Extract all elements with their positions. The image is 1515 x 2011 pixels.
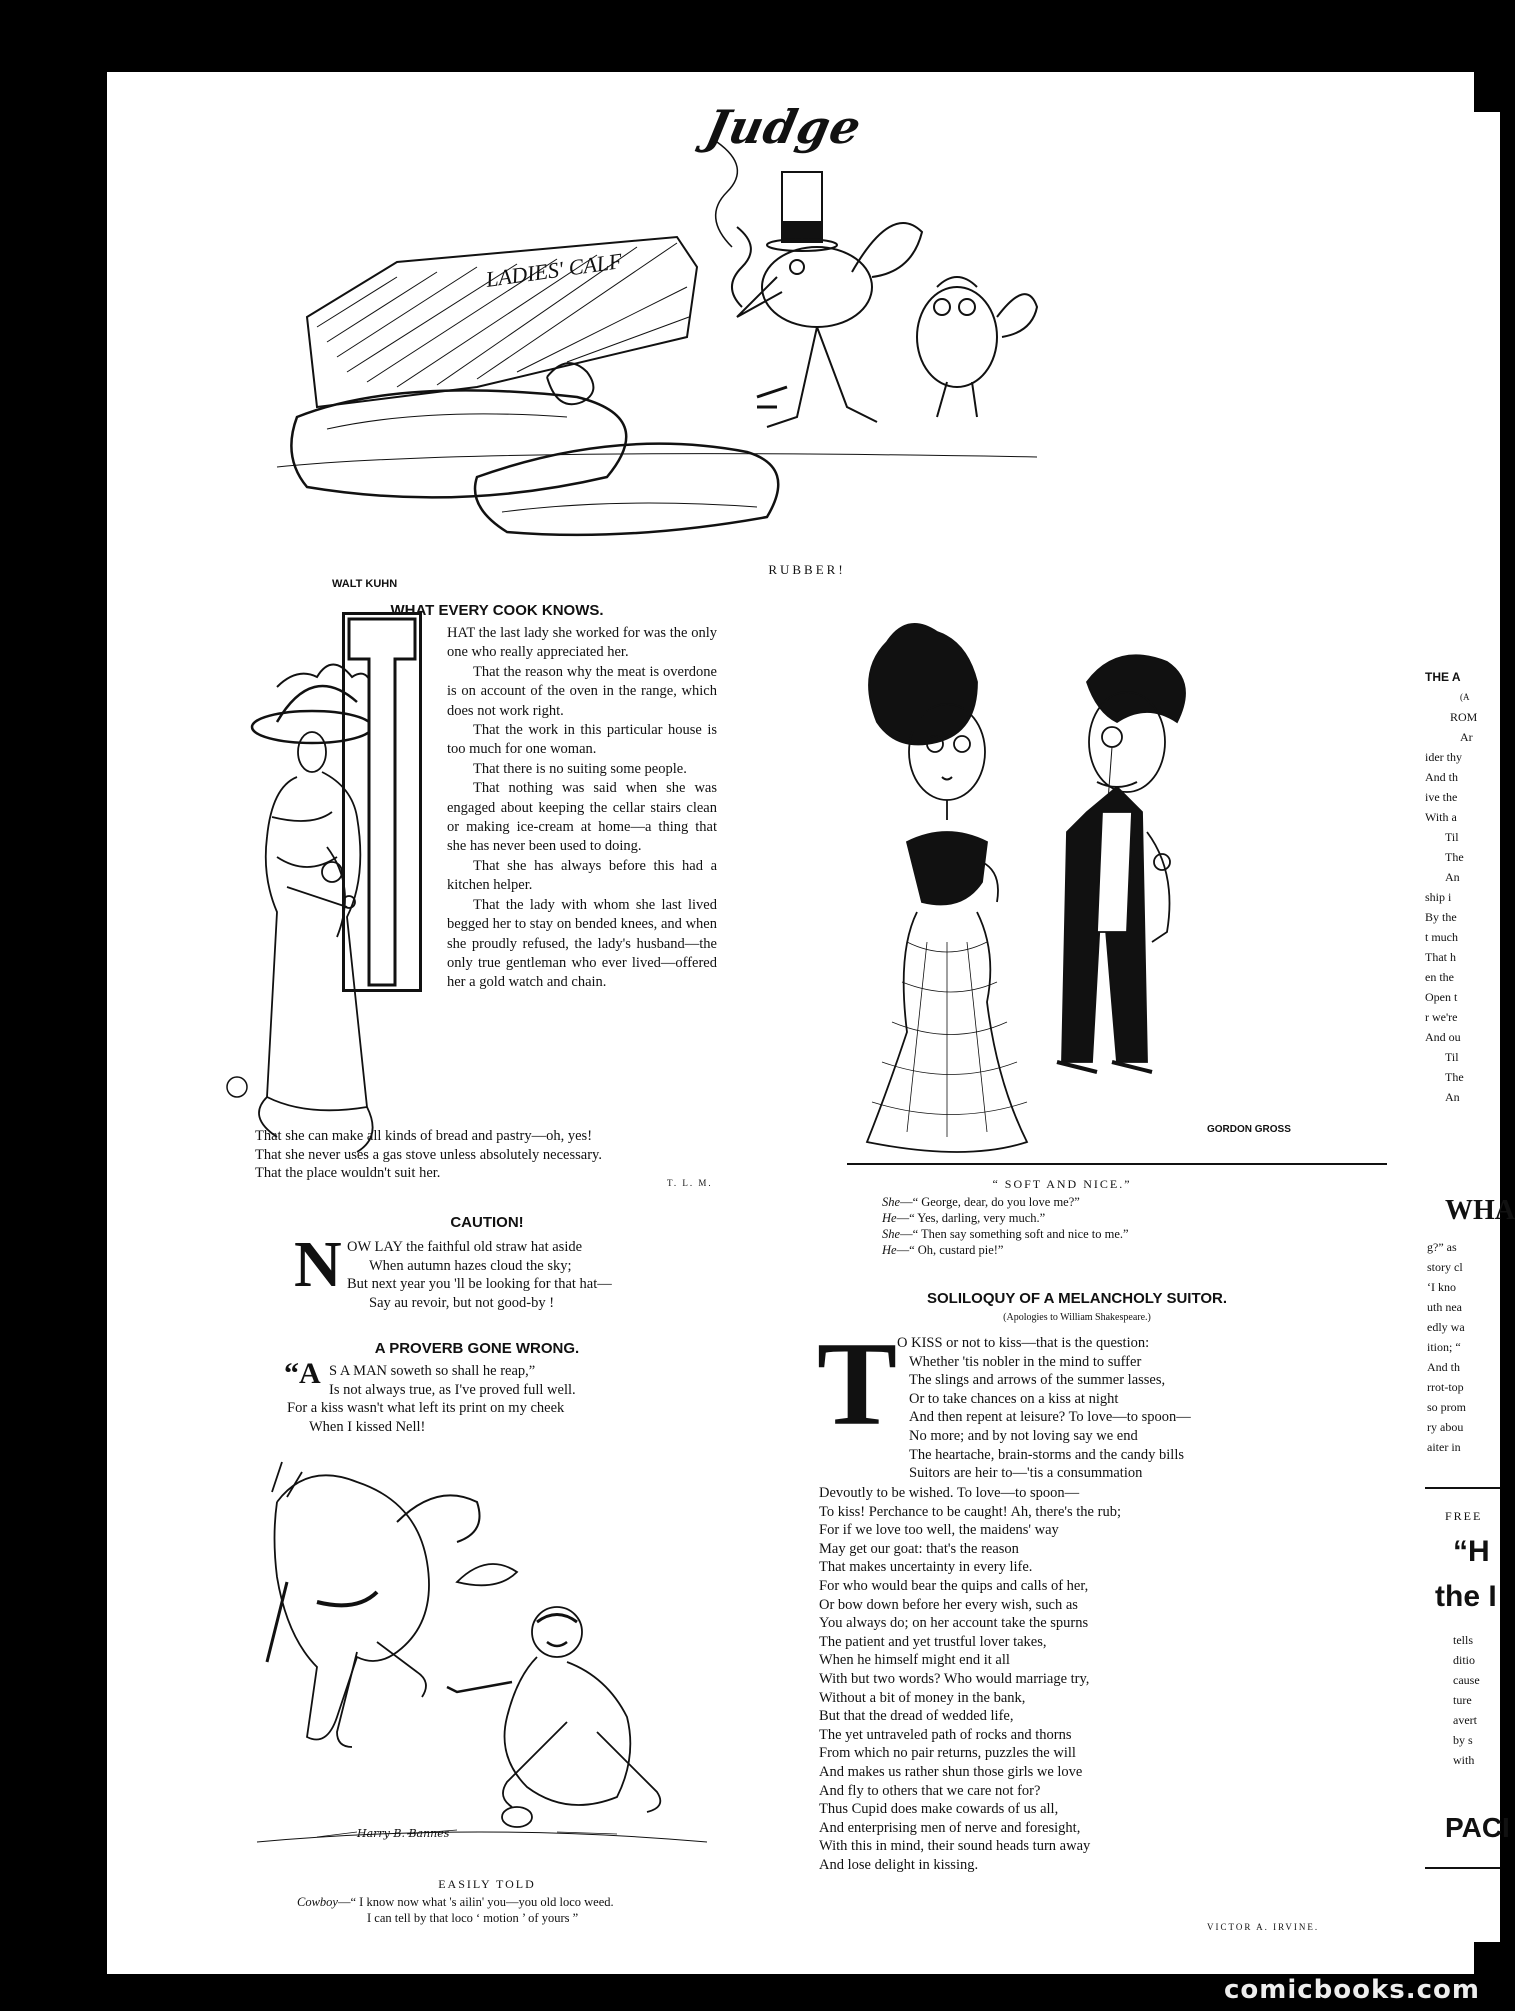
edge-big-2: the I xyxy=(1435,1580,1497,1613)
edge-line: ider thy xyxy=(1425,750,1462,764)
edge-line: By the xyxy=(1425,910,1457,924)
edge-line: And th xyxy=(1425,770,1458,784)
cook-paragraph: That nothing was said when she was engaged about keeping the cellar stairs clean or making ice-cream at home—a thing that she has never been used to doing. xyxy=(447,780,717,855)
proverb-dropcap: “A xyxy=(284,1357,321,1390)
next-page-mid-text xyxy=(1427,1237,1466,1457)
soliloquy-line: When he himself might end it all xyxy=(819,1652,1010,1669)
soliloquy-line: But that the dread of wedded life, xyxy=(819,1708,1014,1725)
caution-line: When autumn hazes cloud the sky; xyxy=(369,1257,572,1274)
edge-line: so prom xyxy=(1427,1400,1466,1414)
easily-told-illustration xyxy=(257,1462,707,1862)
soliloquy-line: With this in mind, their sound heads turn away xyxy=(819,1838,1091,1855)
edge-line: ture xyxy=(1453,1693,1472,1707)
cook-paragraph: That the reason why the meat is overdone is on account of the oven in the range, which does not work right. xyxy=(447,663,717,719)
soliloquy-line: For who would bear the quips and calls of her, xyxy=(819,1577,1089,1594)
edge-line: The xyxy=(1445,1070,1464,1084)
edge-line: An xyxy=(1445,870,1460,884)
soft-nice-caption: “ SOFT AND NICE.” xyxy=(992,1177,1132,1191)
proverb-line: When I kissed Nell! xyxy=(309,1418,426,1435)
soliloquy-line: The patient and yet trustful lover takes, xyxy=(819,1633,1047,1650)
cook-closing-line: That she never uses a gas stove unless absolutely necessary. xyxy=(255,1146,602,1163)
edge-line: And th xyxy=(1427,1360,1460,1374)
soliloquy-line: From which no pair returns, puzzles the will xyxy=(819,1745,1076,1762)
edge-line: with xyxy=(1453,1753,1475,1767)
watermark: comicbooks.com xyxy=(1223,1975,1480,2005)
edge-line: ‘I kno xyxy=(1427,1280,1456,1294)
easily-told-caption: EASILY TOLD xyxy=(438,1877,536,1891)
edge-free: FREE xyxy=(1445,1509,1483,1523)
soliloquy-line: O KISS or not to kiss—that is the question: xyxy=(897,1335,1150,1351)
soliloquy-line: Suitors are heir to—'tis a consummation xyxy=(909,1465,1143,1482)
easily-told-line: —“ I know now what 's ailin' you—you old loco weed. xyxy=(337,1895,614,1909)
edge-line: g?” as xyxy=(1427,1240,1457,1254)
soliloquy-line: No more; and by not loving say we end xyxy=(909,1427,1138,1444)
soft-nice-speaker: She xyxy=(882,1195,901,1209)
cook-paragraph: That there is no suiting some people. xyxy=(473,760,687,777)
edge-line: tells xyxy=(1453,1633,1473,1647)
masthead-title: Judge xyxy=(701,100,867,154)
proverb-title: A PROVERB GONE WRONG. xyxy=(374,1340,580,1357)
soliloquy-line: And enterprising men of nerve and foresight, xyxy=(819,1819,1081,1836)
cook-dropcap-frame xyxy=(342,612,422,992)
box-label: LADIES' CALF xyxy=(484,248,624,292)
caution-dropcap: N xyxy=(294,1228,342,1301)
edge-line: story cl xyxy=(1427,1260,1463,1274)
edge-line: edly wa xyxy=(1427,1320,1465,1334)
easily-told-speaker: Cowboy xyxy=(297,1895,338,1909)
soft-nice-line: —“ George, dear, do you love me?” xyxy=(900,1195,1080,1209)
edge-line: by s xyxy=(1453,1733,1473,1747)
soliloquy-dropcap: T xyxy=(817,1317,898,1450)
caution-line: Say au revoir, but not good-by ! xyxy=(369,1294,555,1311)
edge-line: The xyxy=(1445,850,1464,864)
cook-dropcap-glyph xyxy=(345,615,419,989)
edge-pac: PACI xyxy=(1445,1812,1510,1843)
edge-line: THE A xyxy=(1425,670,1461,684)
edge-big-1: “H xyxy=(1453,1535,1490,1568)
edge-line: rrot-top xyxy=(1427,1380,1464,1394)
magazine-page xyxy=(107,72,1474,1974)
cartoon-signature: WALT KUHN xyxy=(332,578,398,590)
soliloquy-body xyxy=(819,1484,1121,1874)
edge-line: uth nea xyxy=(1427,1300,1462,1314)
soliloquy-line: And then repent at leisure? To love—to spoon— xyxy=(909,1409,1191,1426)
soft-nice-dialog xyxy=(882,1194,1129,1258)
edge-line: And ou xyxy=(1425,1030,1461,1044)
caution-line: But next year you 'll be looking for that hat— xyxy=(347,1276,612,1293)
soft-nice-speaker: She xyxy=(882,1227,901,1241)
edge-line: ROM xyxy=(1450,710,1478,724)
soft-nice-signature: GORDON GROSS xyxy=(1207,1124,1291,1135)
soliloquy-line: And fly to others that we care not for? xyxy=(819,1782,1041,1799)
cook-signature: T. L. M. xyxy=(667,1178,713,1188)
soliloquy-line: For if we love too well, the maidens' way xyxy=(819,1522,1059,1539)
soliloquy-line: And lose delight in kissing. xyxy=(819,1856,979,1873)
edge-line: ditio xyxy=(1453,1653,1476,1667)
cook-closing-line: That the place wouldn't suit her. xyxy=(255,1165,441,1182)
cook-closing xyxy=(255,1127,725,1183)
cook-first-paragraph: HAT the last lady she worked for was the only one who really appreciated her. xyxy=(447,625,717,661)
edge-line: ive the xyxy=(1425,790,1458,804)
easily-told-line: I can tell by that loco ‘ motion ’ of yours ” xyxy=(367,1911,579,1925)
edge-line: avert xyxy=(1453,1713,1477,1727)
soliloquy-line: Without a bit of money in the bank, xyxy=(819,1689,1026,1706)
soliloquy-line: You always do; on her account take the spurns xyxy=(819,1615,1089,1632)
soft-nice-line: —“ Oh, custard pie!” xyxy=(896,1243,1004,1257)
soliloquy-line: With but two words? Who would marriage try, xyxy=(819,1670,1090,1687)
edge-line: (A xyxy=(1460,692,1470,702)
rubber-cartoon-illustration xyxy=(277,167,1037,637)
edge-line: en the xyxy=(1425,970,1454,984)
edge-divider xyxy=(1425,1487,1500,1489)
edge-line: r we're xyxy=(1425,1010,1458,1024)
soliloquy-line: That makes uncertainty in every life. xyxy=(819,1559,1033,1576)
proverb-line: For a kiss wasn't what left its print on my cheek xyxy=(287,1400,565,1417)
soliloquy-line: The yet untraveled path of rocks and thorns xyxy=(819,1726,1072,1743)
soft-nice-speaker: He xyxy=(882,1243,897,1257)
soliloquy-line: To kiss! Perchance to be caught! Ah, there's the rub; xyxy=(819,1503,1121,1520)
soliloquy-title: SOLILOQUY OF A MELANCHOLY SUITOR. xyxy=(926,1290,1228,1307)
edge-line: That h xyxy=(1425,950,1456,964)
cook-body xyxy=(447,624,717,993)
edge-line: Ar xyxy=(1460,730,1473,744)
easily-told-signature: Harry B. Bannes xyxy=(357,1827,450,1840)
proverb-line: S A MAN soweth so shall he reap,” xyxy=(329,1363,536,1379)
soliloquy-line: Thus Cupid does make cowards of us all, xyxy=(819,1801,1059,1818)
cook-title: WHAT EVERY COOK KNOWS. xyxy=(390,602,604,619)
soliloquy-line: And makes us rather shun those girls we love xyxy=(819,1763,1083,1780)
caution-poem xyxy=(347,1238,612,1312)
soliloquy-line: Whether 'tis nobler in the mind to suffer xyxy=(909,1353,1142,1370)
next-page-edge xyxy=(1425,112,1515,1942)
edge-line: ship i xyxy=(1425,890,1452,904)
cook-paragraph: That she has always before this had a kitchen helper. xyxy=(447,857,717,894)
soliloquy-line: The slings and arrows of the summer lasses, xyxy=(909,1372,1166,1389)
soft-nice-line: —“ Then say something soft and nice to me.” xyxy=(900,1227,1129,1241)
next-page-top-text xyxy=(1425,667,1477,1107)
edge-bottom-rule xyxy=(1425,1867,1500,1869)
rubber-caption: RUBBER! xyxy=(768,562,846,577)
soft-and-nice-illustration xyxy=(847,612,1387,1172)
edge-line: cause xyxy=(1453,1673,1480,1687)
soliloquy-subtitle: (Apologies to William Shakespeare.) xyxy=(1003,1312,1151,1323)
soliloquy-signature: VICTOR A. IRVINE. xyxy=(1207,1922,1320,1932)
caution-title: CAUTION! xyxy=(450,1214,524,1231)
edge-line: An xyxy=(1445,1090,1460,1104)
proverb-poem xyxy=(287,1362,576,1436)
soliloquy-line: May get our goat: that's the reason xyxy=(819,1540,1019,1557)
soft-nice-line: —“ Yes, darling, very much.” xyxy=(896,1211,1046,1225)
soft-nice-speaker: He xyxy=(882,1211,897,1225)
cook-closing-line: That she can make all kinds of bread and pastry—oh, yes! xyxy=(255,1128,593,1144)
easily-told-dialog xyxy=(297,1894,614,1926)
soliloquy-line: Devoutly to be wished. To love—to spoon— xyxy=(819,1485,1080,1501)
edge-line: With a xyxy=(1425,810,1457,824)
edge-line: ry abou xyxy=(1427,1420,1464,1434)
proverb-line: Is not always true, as I've proved full well. xyxy=(329,1381,576,1398)
next-page-low-text xyxy=(1453,1630,1480,1770)
cook-paragraph: That the lady with whom she last lived begged her to stay on bended knees, and when she proudly refused, the lady's husband—the only true gentleman who ever lived—offered her a gold watch and chain. xyxy=(447,896,717,991)
edge-line: Til xyxy=(1445,830,1459,844)
soliloquy-line: Or bow down before her every wish, such as xyxy=(819,1596,1078,1613)
caution-line: OW LAY the faithful old straw hat aside xyxy=(347,1239,583,1255)
soliloquy-opening xyxy=(897,1334,1191,1483)
edge-line: Til xyxy=(1445,1050,1459,1064)
edge-line: Open t xyxy=(1425,990,1458,1004)
soliloquy-line: Or to take chances on a kiss at night xyxy=(909,1390,1119,1407)
soliloquy-line: The heartache, brain-storms and the candy bills xyxy=(909,1446,1184,1463)
edge-line: aiter in xyxy=(1427,1440,1461,1454)
edge-heading: WHA xyxy=(1445,1195,1515,1226)
edge-line: ition; “ xyxy=(1427,1340,1461,1354)
edge-line: t much xyxy=(1425,930,1458,944)
cook-paragraph: That the work in this particular house is too much for one woman. xyxy=(447,722,717,758)
